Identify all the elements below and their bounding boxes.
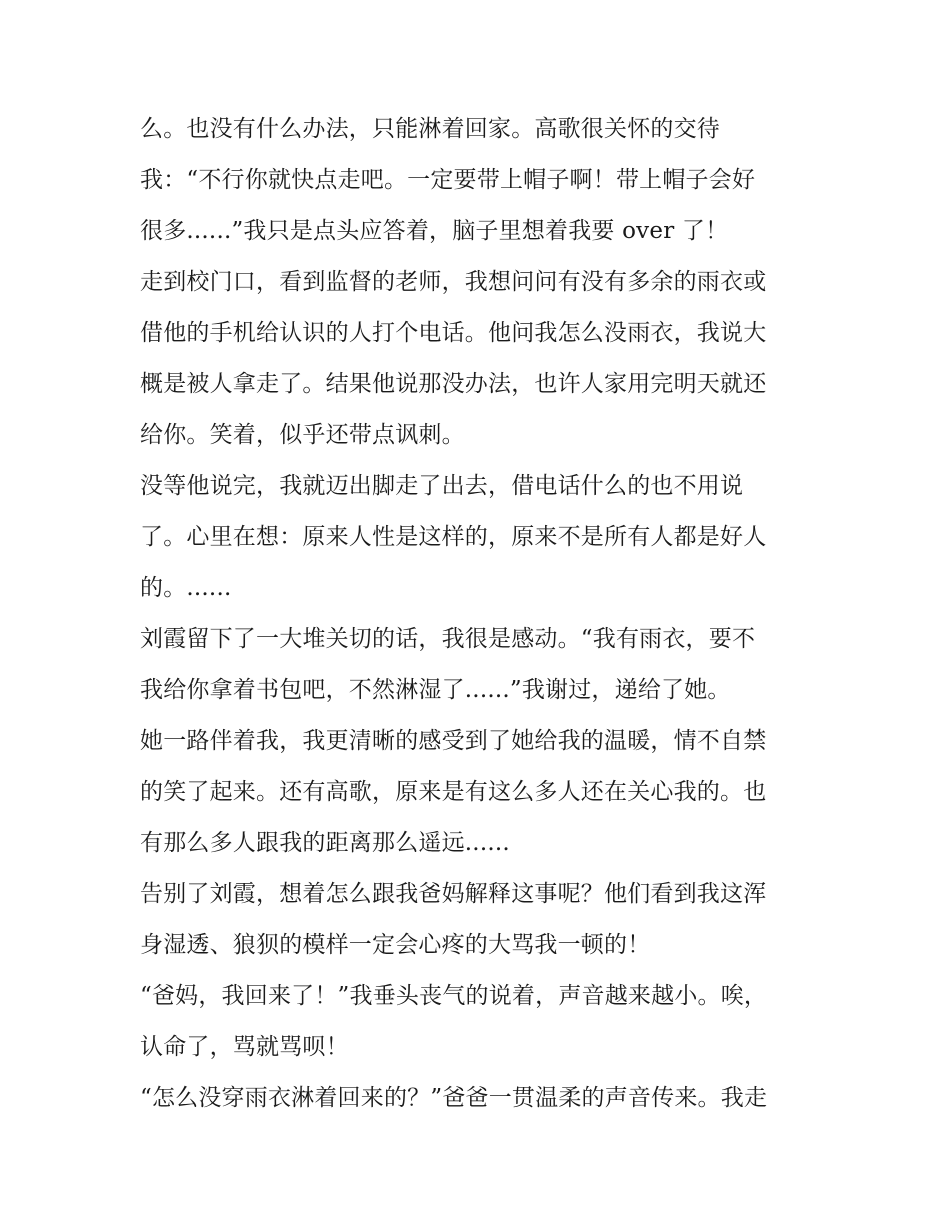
text-line: 她一路伴着我，我更清晰的感受到了她给我的温暖，情不自禁 [140, 728, 767, 754]
text-line: 有那么多人跟我的距离那么遥远...... [140, 830, 510, 856]
body-text [140, 108, 820, 1128]
text-line: 我：“不行你就快点走吧。一定要带上帽子啊！带上帽子会好 [140, 167, 756, 193]
text-line: 了。心里在想：原来人性是这样的，原来不是所有人都是好人 [140, 524, 767, 550]
text-line: 给你。笑着，似乎还带点讽刺。 [140, 422, 465, 448]
text-line: “怎么没穿雨衣淋着回来的？”爸爸一贯温柔的声音传来。我走 [140, 1085, 768, 1111]
text-line: 认命了，骂就骂呗！ [140, 1034, 349, 1060]
text-line: “爸妈，我回来了！”我垂头丧气的说着，声音越来越小。唉， [140, 983, 768, 1009]
text-line: 借他的手机给认识的人打个电话。他问我怎么没雨衣，我说大 [140, 320, 767, 346]
text-line: 概是被人拿走了。结果他说那没办法，也许人家用完明天就还 [140, 371, 767, 397]
text-line: 么。也没有什么办法，只能淋着回家。高歌很关怀的交待 [140, 116, 720, 142]
text-line: 的笑了起来。还有高歌，原来是有这么多人还在关心我的。也 [140, 779, 767, 805]
text-line: 身湿透、狼狈的模样一定会心疼的大骂我一顿的！ [140, 932, 651, 958]
text-line: 走到校门口，看到监督的老师，我想问问有没有多余的雨衣或 [140, 269, 767, 295]
text-line: 没等他说完，我就迈出脚走了出去，借电话什么的也不用说 [140, 473, 744, 499]
text-line: 我给你拿着书包吧，不然淋湿了......”我谢过，递给了她。 [140, 677, 731, 703]
text-line: 很多......”我只是点头应答着，脑子里想着我要 over 了！ [140, 218, 729, 244]
text-line: 的。...... [140, 575, 232, 601]
text-line: 告别了刘霞，想着怎么跟我爸妈解释这事呢？他们看到我这浑 [140, 881, 767, 907]
text-line: 刘霞留下了一大堆关切的话，我很是感动。“我有雨衣，要不 [140, 626, 756, 652]
